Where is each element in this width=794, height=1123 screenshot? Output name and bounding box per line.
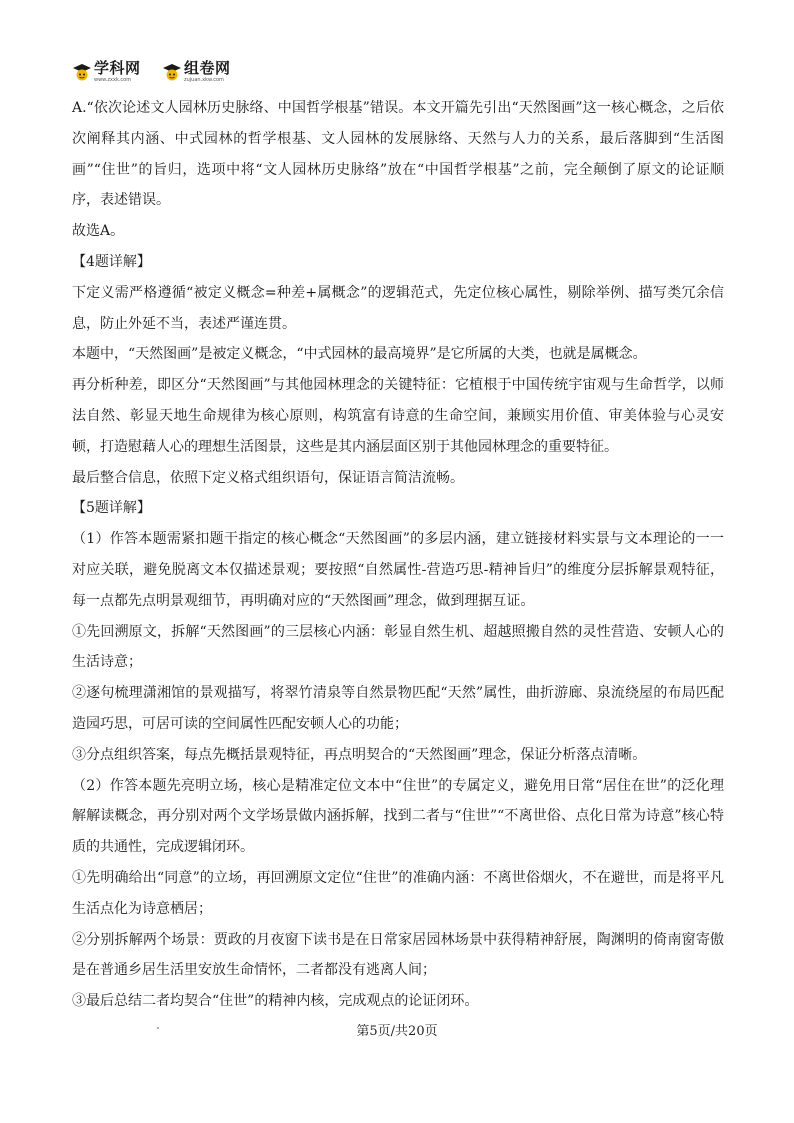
paragraph: 本题中，“天然图画”是被定义概念，“中式园林的最高境界”是它所属的大类，也就是属概念。 bbox=[72, 346, 647, 363]
paragraph: ①先明确给出“同意”的立场，再回溯原文定位“住世”的准确内涵：不离世俗烟火，不在避世，而是将平凡生活点化为诗意栖居； bbox=[72, 869, 724, 917]
graduation-cap-icon bbox=[72, 62, 92, 82]
page-number: 第5页/共20页 bbox=[356, 1024, 438, 1039]
graduation-cap-icon bbox=[162, 62, 182, 82]
logo-name: 学科网 bbox=[94, 59, 141, 77]
page-header bbox=[72, 58, 272, 88]
answer-explanation-body bbox=[72, 93, 724, 1017]
logo-url: zujuan.xkw.com bbox=[184, 77, 224, 83]
zujuan-logo[interactable] bbox=[162, 58, 252, 88]
xueke-logo[interactable] bbox=[72, 58, 154, 88]
paragraph: ③最后总结二者均契合“住世”的精神内核，完成观点的论证闭环。 bbox=[72, 993, 479, 1010]
paragraph: 下定义需严格遵循“被定义概念=种差+属概念”的逻辑范式，先定位核心属性，剔除举例、描写类冗余信息，防止外延不当，表述严谨连贯。 bbox=[72, 284, 724, 332]
section-heading: 【5题详解】 bbox=[72, 500, 151, 517]
logo-name: 组卷网 bbox=[184, 59, 231, 77]
paragraph: ②分别拆解两个场景：贾政的月夜窗下读书是在日常家居园林场景中获得精神舒展，陶渊明的倚南窗寄傲是在普通乡居生活里安放生命情怀，二者都没有逃离人间； bbox=[72, 931, 724, 979]
paragraph: A.“依次论述文人园林历史脉络、中国哲学根基”错误。本文开篇先引出“天然图画”这一核心概念，之后依次阐释其内涵、中式园林的哲学根基、文人园林的发展脉络、天然与人力的关系，最后落脚到“生活图画”“住世”的旨归，选项中将“文人园林历史脉络”放在“中国哲学根基”之前，完全颠倒了原文的论证顺序，表述错误。 bbox=[72, 100, 724, 209]
section-heading: 【4题详解】 bbox=[72, 253, 151, 270]
paragraph: 再分析种差，即区分“天然图画”与其他园林理念的关键特征：它植根于中国传统宇宙观与生命哲学，以师法自然、彰显天地生命规律为核心原则，构筑富有诗意的生命空间，兼顾实用价值、审美体验与心灵安顿，打造慰藉人心的理想生活图景，这些是其内涵层面区别于其他园林理念的重要特征。 bbox=[72, 377, 724, 455]
paragraph: 故选A。 bbox=[72, 223, 125, 240]
paragraph: 最后整合信息，依照下定义格式组织语句，保证语言简洁流畅。 bbox=[72, 469, 464, 486]
paragraph: （1）作答本题需紧扣题干指定的核心概念“天然图画”的多层内涵，建立链接材料实景与文本理论的一一对应关联，避免脱离文本仅描述景观；要按照“自然属性-营造巧思-精神旨归”的维度分层拆解景观特征，每一点都先点明景观细节，再明确对应的“天然图画”理念，做到理据互证。 bbox=[72, 531, 724, 609]
paragraph: ①先回溯原文，拆解“天然图画”的三层核心内涵：彰显自然生机、超越照搬自然的灵性营造、安顿人心的生活诗意； bbox=[72, 623, 724, 671]
logo-url: www.zxxk.com bbox=[94, 77, 132, 83]
paragraph: ②逐句梳理潇湘馆的景观描写，将翠竹清泉等自然景物匹配“天然”属性，曲折游廊、泉流绕屋的布局匹配造园巧思，可居可读的空间属性匹配安顿人心的功能； bbox=[72, 685, 724, 732]
paragraph: （2）作答本题先亮明立场，核心是精准定位文本中“住世”的专属定义，避免用日常“居住在世”的泛化理解解读概念，再分别对两个文学场景做内涵拆解，找到二者与“住世”“不离世俗、点化日常为诗意”核心特质的共通性，完成逻辑闭环。 bbox=[72, 777, 724, 856]
paragraph: ③分点组织答案，每点先概括景观特征，再点明契合的“天然图画”理念，保证分析落点清晰。 bbox=[72, 746, 647, 763]
